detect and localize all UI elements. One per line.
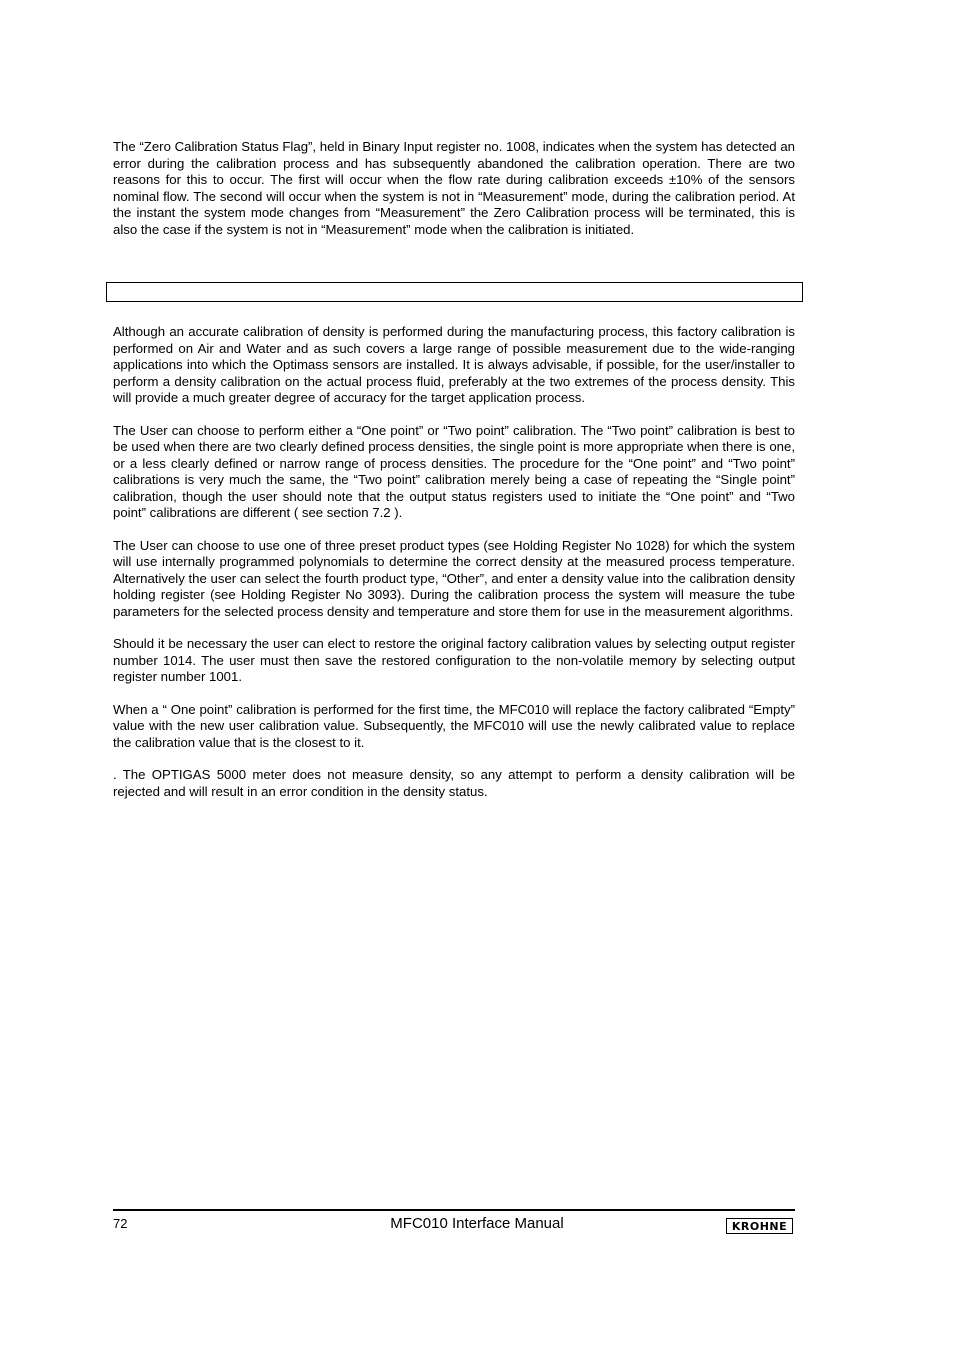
paragraph-density-intro: Although an accurate calibration of density is performed during the manufacturing process, this factory calibration is performed on Air and Water and as such covers a large range of possible measurement due to the wide-ranging applications into which the Optimass sensors are installed. It is always advisable, if possible, for the user/installer to perform a density calibration on the actual process fluid, preferably at the two extremes of the process density. This will provide a much greater degree of accuracy for the target application process.: [113, 324, 795, 405]
paragraph-first-calibration: When a “ One point” calibration is performed for the first time, the MFC010 will replace the factory calibrated “Empty” value with the new user calibration value. Subsequently, the MFC010 will use the newly calibrated value to replace the calibration value that is the closest to it.: [113, 701, 795, 750]
paragraph-optigas-note: . The OPTIGAS 5000 meter does not measure density, so any attempt to perform a density calibration will be rejected and will result in an error condition in the density status.: [113, 767, 795, 799]
section-density-calibration: [113, 324, 795, 800]
footer-manual-title: MFC010 Interface Manual: [390, 1215, 564, 1232]
page-number: 72: [113, 1216, 128, 1231]
footer-divider: [113, 1209, 795, 1211]
paragraph-one-two-point: The User can choose to perform either a “One point” or “Two point” calibration. The “Two point” calibration is best to be used when there are two clearly defined process densities, the single point is more appropriate when there is one, or a less clearly defined or narrow range of process densities. The procedure for the “One point” and “Two point” calibrations is very much the same, the “Two point” calibration merely being a case of repeating the “Single point” calibration, though the user should note that the output status registers used to initiate the “One point” and “Two point” calibrations are different ( see section 7.2 ).: [113, 422, 795, 520]
krohne-logo: KROHNE: [726, 1218, 793, 1234]
paragraph-zero-calibration-status: The “Zero Calibration Status Flag”, held in Binary Input register no. 1008, indicates when the system has detected an error during the calibration process and has subsequently abandoned the calibration operation. There are two reasons for this to occur. The first will occur when the flow rate during calibration exceeds ±10% of the sensors nominal flow. The second will occur when the system is not in “Measurement” mode, during the calibration period. At the instant the system mode changes from “Measurement” the Zero Calibration process will be terminated, this is also the case if the system is not in “Measurement” mode when the calibration is initiated.: [113, 139, 795, 237]
section-heading-box: [106, 282, 803, 302]
section-zero-calibration: [113, 139, 795, 238]
paragraph-restore-factory: Should it be necessary the user can elect to restore the original factory calibration values by selecting output register number 1014. The user must then save the restored configuration to the non-volatile memory by selecting output register number 1001.: [113, 636, 795, 684]
paragraph-product-types: The User can choose to use one of three preset product types (see Holding Register No 1028) for which the system will use internally programmed polynomials to determine the correct density at the measured process temperature. Alternatively the user can select the fourth product type, “Other”, and enter a density value into the calibration density holding register (see Holding Register No 3093). During the calibration process the system will measure the tube parameters for the selected process density and temperature and store them for use in the measurement algorithms.: [113, 537, 795, 619]
